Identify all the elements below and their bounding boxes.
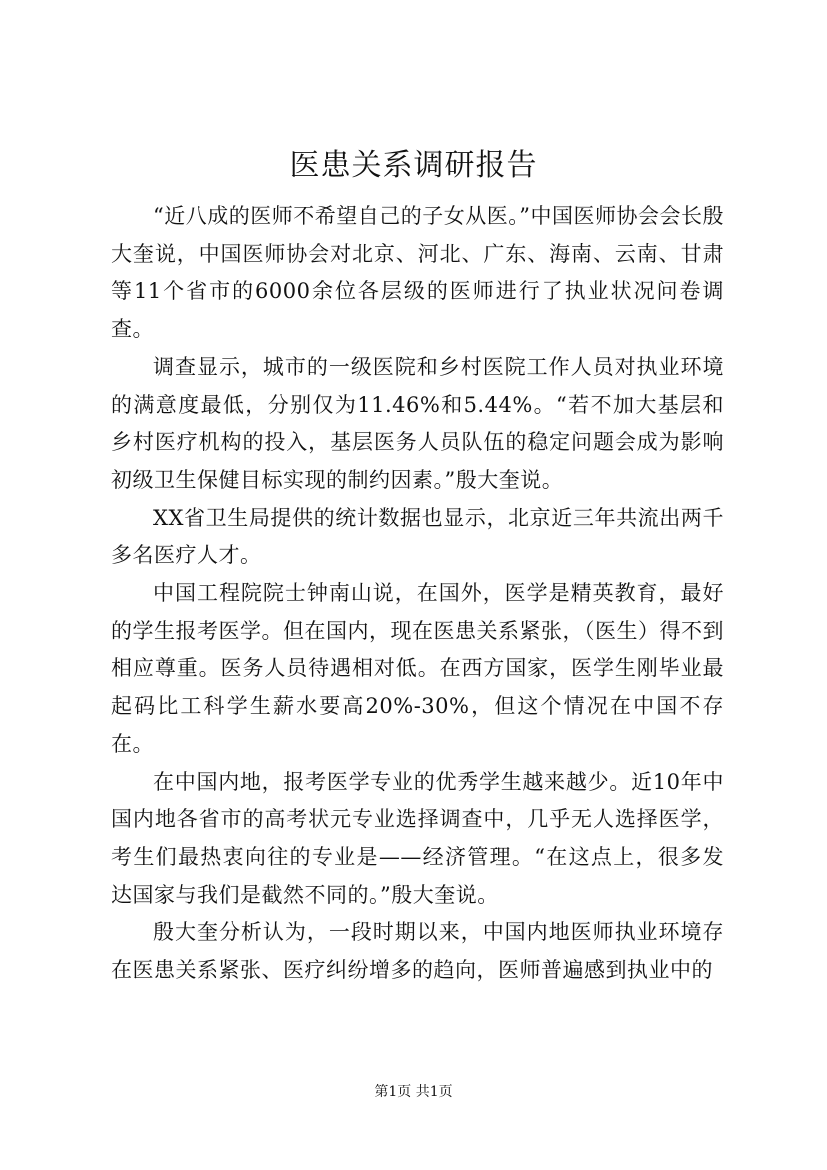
paragraph: 殷大奎分析认为，一段时期以来，中国内地医师执业环境存在医患关系紧张、医疗纠纷增多的趋向，医师普遍感到执业中的 [111,920,724,983]
paragraph: “近八成的医师不希望自己的子女从医。”中国医师协会会长殷大奎说，中国医师协会对北京、河北、广东、海南、云南、甘肃等11个省市的6000余位各层级的医师进行了执业状况问卷调查。 [111,204,724,342]
document-body [111,198,724,990]
paragraph: 在中国内地，报考医学专业的优秀学生越来越少。近10年中国内地各省市的高考状元专业选择调查中，几乎无人选择医学，考生们最热衷向往的专业是——经济管理。“在这点上，很多发达国家与我们是截然不同的。”殷大奎说。 [111,769,724,907]
document-title: 医患关系调研报告 [289,148,538,183]
paragraph: 调查显示，城市的一级医院和乡村医院工作人员对执业环境的满意度最低，分别仅为11.46%和5.44%。“若不加大基层和乡村医疗机构的投入，基层医务人员队伍的稳定问题会成为影响初级卫生保健目标实现的制约因素。”殷大奎说。 [111,354,724,492]
paragraph: 中国工程院院士钟南山说，在国外，医学是精英教育，最好的学生报考医学。但在国内，现在医患关系紧张，（医生）得不到相应尊重。医务人员待遇相对低。在西方国家，医学生刚毕业最起码比工科学生薪水要高20%-30%，但这个情况在中国不存在。 [111,581,724,756]
page-footer: 第1页 共1页 [374,1084,453,1100]
paragraph: XX省卫生局提供的统计数据也显示，北京近三年共流出两千多名医疗人才。 [111,505,724,568]
